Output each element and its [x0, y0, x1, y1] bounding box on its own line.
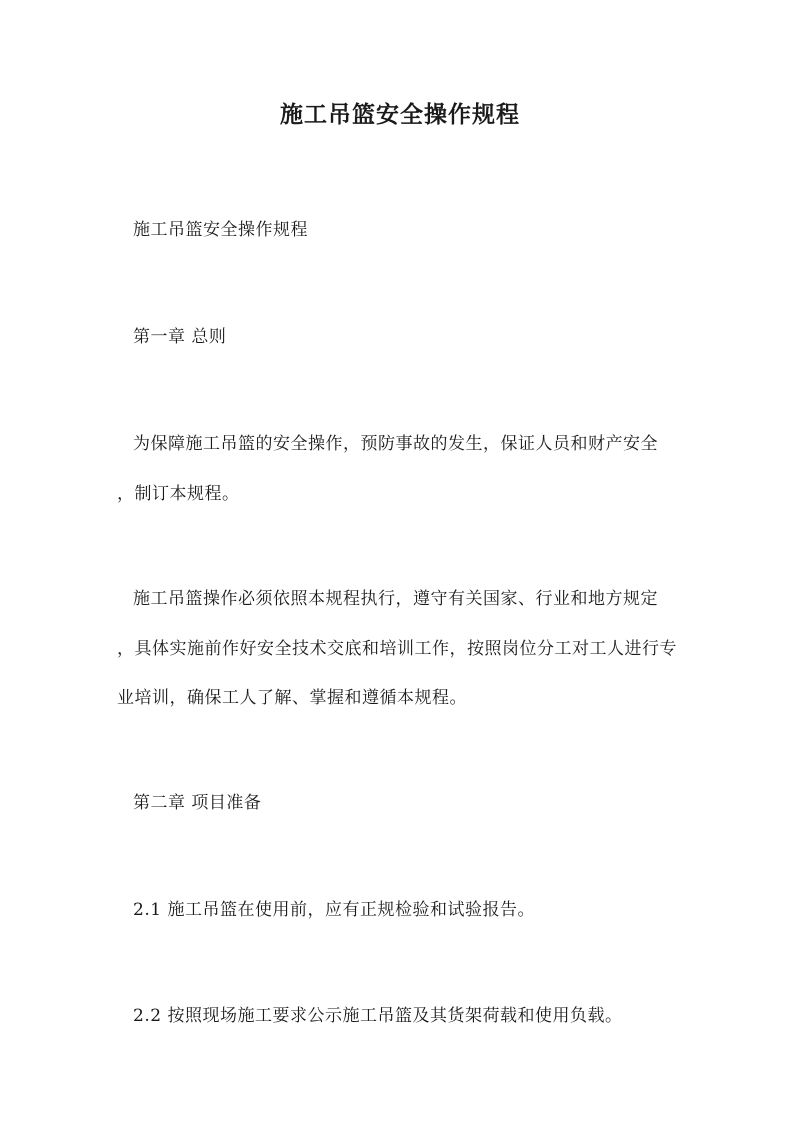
document-title: 施工吊篮安全操作规程 — [280, 101, 520, 128]
chapter-1-paragraph-1-line-1: 为保障施工吊篮的安全操作，预防事故的发生，保证人员和财产安全 — [133, 434, 658, 454]
chapter-1-heading: 第一章 总则 — [133, 327, 227, 347]
chapter-1-paragraph-2-line-3: 业培训，确保工人了解、掌握和遵循本规程。 — [117, 688, 467, 708]
chapter-2-item-2-1: 2.1 施工吊篮在使用前，应有正规检验和试验报告。 — [133, 900, 535, 920]
chapter-2-item-2-2: 2.2 按照现场施工要求公示施工吊篮及其货架荷载和使用负载。 — [133, 1006, 623, 1026]
chapter-1-paragraph-2-line-1: 施工吊篮操作必须依照本规程执行，遵守有关国家、行业和地方规定 — [133, 589, 658, 609]
chapter-2-heading: 第二章 项目准备 — [133, 793, 262, 813]
chapter-1-paragraph-1-line-2: ，制订本规程。 — [117, 484, 240, 504]
chapter-1-paragraph-2-line-2: ，具体实施前作好安全技术交底和培训工作，按照岗位分工对工人进行专 — [117, 639, 677, 659]
document-subtitle: 施工吊篮安全操作规程 — [133, 220, 308, 240]
